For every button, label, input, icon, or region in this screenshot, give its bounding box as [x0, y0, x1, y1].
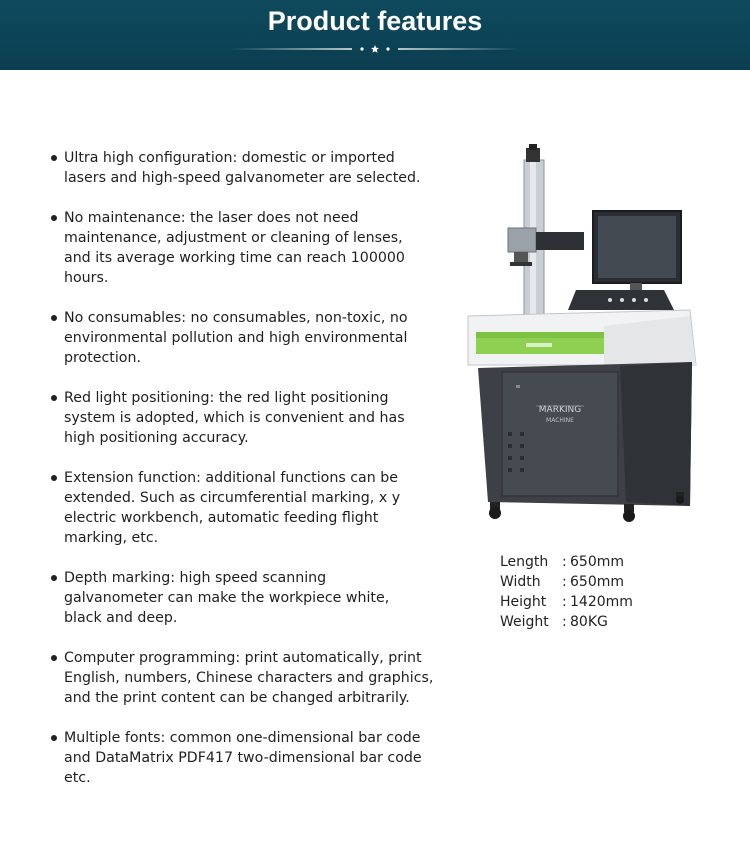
feature-item — [46, 568, 446, 628]
feature-line: Multiple fonts: common one-dimensional bar code — [64, 730, 421, 746]
feature-item — [46, 148, 446, 188]
spec-label: Length — [500, 554, 549, 570]
feature-item — [46, 468, 446, 548]
feature-line: protection. — [64, 350, 141, 366]
title-divider-star-icon — [230, 45, 520, 53]
feature-line: extended. Such as circumferential marking, x y — [64, 490, 401, 506]
spec-row-length — [500, 552, 633, 572]
feature-line: Extension function: additional functions can be — [64, 470, 398, 486]
feature-line: and the print content can be changed arbitrarily. — [64, 690, 410, 706]
spec-row-weight — [500, 612, 633, 632]
feature-item — [46, 388, 446, 448]
feature-line: Depth marking: high speed scanning — [64, 570, 327, 586]
feature-line: No consumables: no consumables, non-toxic, no — [64, 310, 408, 326]
spec-separator: : — [562, 574, 567, 590]
feature-line: and DataMatrix PDF417 two-dimensional bar code — [64, 750, 422, 766]
feature-line: galvanometer can make the workpiece white, — [64, 590, 390, 606]
spec-separator: : — [562, 594, 567, 610]
spec-value: 1420mm — [570, 594, 633, 610]
spec-value: 650mm — [570, 574, 624, 590]
feature-line: electric workbench, automatic feeding flight — [64, 510, 379, 526]
feature-line: system is adopted, which is convenient and has — [64, 410, 405, 426]
spec-label: Width — [500, 574, 541, 590]
spec-separator: : — [562, 614, 567, 630]
spec-row-height — [500, 592, 633, 612]
feature-line: environmental pollution and high environmental — [64, 330, 408, 346]
spec-value: 650mm — [570, 554, 624, 570]
spec-label: Height — [500, 594, 547, 610]
feature-item — [46, 728, 446, 788]
page-title: Product features — [267, 6, 483, 36]
feature-line: Ultra high configuration: domestic or imported — [64, 150, 395, 166]
feature-line: Computer programming: print automatically, print — [64, 650, 422, 666]
feature-line: No maintenance: the laser does not need — [64, 210, 359, 226]
machine-label-bottom: MACHINE — [546, 417, 574, 424]
feature-line: hours. — [64, 270, 109, 286]
laser-marking-machine-image — [460, 140, 700, 535]
spec-row-width — [500, 572, 633, 592]
spec-value: 80KG — [570, 614, 608, 630]
spec-label: Weight — [500, 614, 549, 630]
feature-line: etc. — [64, 770, 91, 786]
machine-label-top: MARKING — [538, 405, 582, 415]
feature-item — [46, 308, 446, 368]
spec-table — [500, 552, 633, 632]
feature-line: maintenance, adjustment or cleaning of lenses, — [64, 230, 403, 246]
feature-line: lasers and high-speed galvanometer are selected. — [64, 170, 421, 186]
spec-separator: : — [562, 554, 567, 570]
feature-item — [46, 208, 446, 288]
feature-line: high positioning accuracy. — [64, 430, 249, 446]
feature-item — [46, 648, 446, 708]
feature-line: Red light positioning: the red light positioning — [64, 390, 389, 406]
feature-line: marking, etc. — [64, 530, 159, 546]
feature-line: black and deep. — [64, 610, 178, 626]
feature-line: English, numbers, Chinese characters and graphics, — [64, 670, 434, 686]
feature-list — [46, 148, 446, 788]
header-banner — [0, 0, 750, 70]
feature-line: and its average working time can reach 100000 — [64, 250, 405, 266]
